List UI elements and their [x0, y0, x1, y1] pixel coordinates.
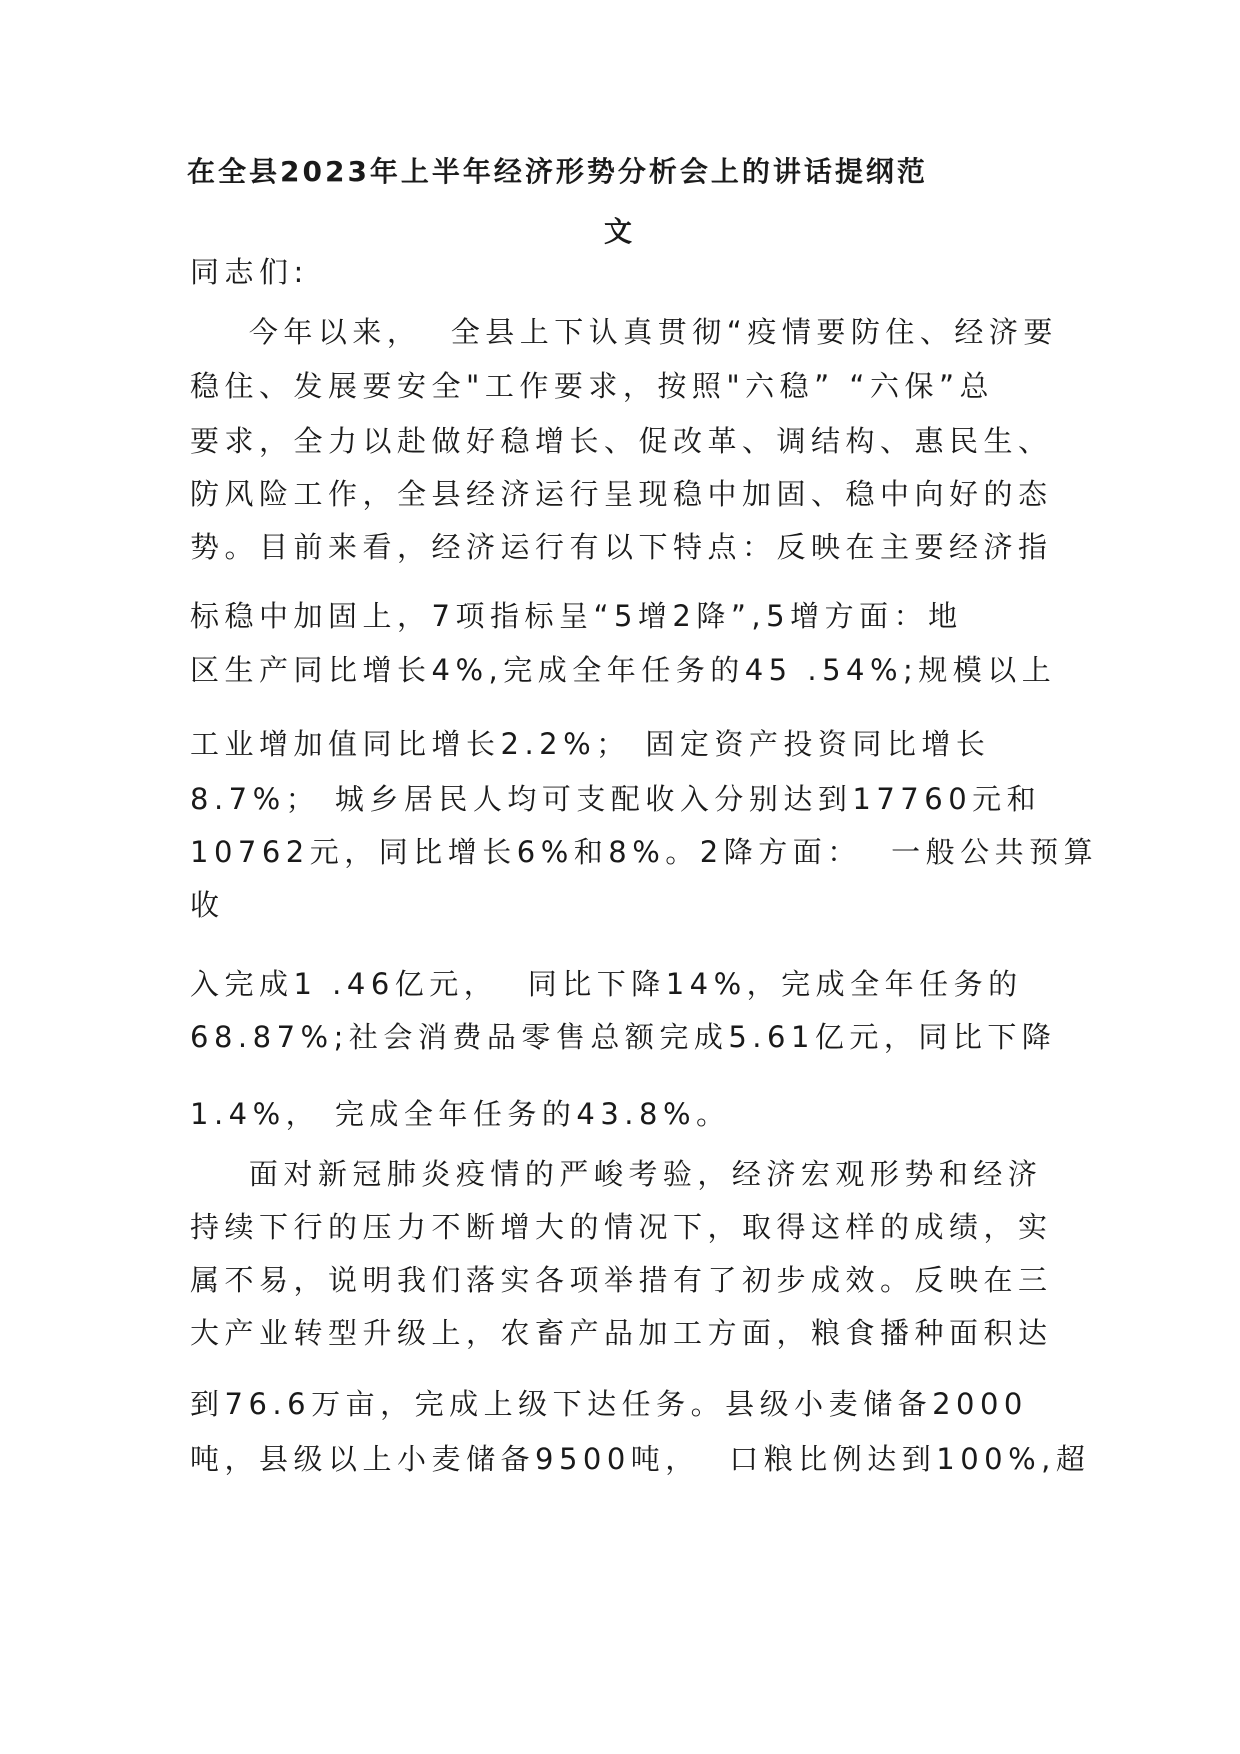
paragraph-line: 防风险工作，全县经济运行呈现稳中加固、稳中向好的态: [190, 477, 1053, 511]
paragraph-line: 属不易，说明我们落实各项举措有了初步成效。反映在三: [190, 1263, 1053, 1297]
salutation: 同志们:: [190, 255, 309, 289]
paragraph-line: 收: [190, 888, 225, 922]
paragraph-line: 吨，县级以上小麦储备9500吨， 口粮比例达到100%,超: [190, 1442, 1091, 1476]
paragraph-line: 10762元，同比增长6%和8%。2降方面： 一般公共预算: [190, 835, 1099, 869]
paragraph-line: 工业增加值同比增长2.2%； 固定资产投资同比增长: [190, 727, 991, 761]
paragraph-line: 8.7%； 城乡居民人均可支配收入分别达到17760元和: [190, 782, 1042, 816]
paragraph-line: 持续下行的压力不断增大的情况下，取得这样的成绩，实: [190, 1210, 1053, 1244]
paragraph-line: 面对新冠肺炎疫情的严峻考验，经济宏观形势和经济: [190, 1157, 1043, 1191]
paragraph-line: 势。目前来看，经济运行有以下特点：反映在主要经济指: [190, 530, 1053, 564]
paragraph-line: 稳住、发展要安全"工作要求，按照"六稳” “六保”总: [190, 369, 994, 403]
paragraph-line: 大产业转型升级上，农畜产品加工方面，粮食播种面积达: [190, 1316, 1053, 1350]
paragraph-line: 今年以来， 全县上下认真贯彻“疫情要防住、经济要: [190, 315, 1058, 349]
paragraph-line: 68.87%;社会消费品零售总额完成5.61亿元，同比下降: [190, 1020, 1057, 1054]
paragraph-line: 区生产同比增长4%,完成全年任务的45 .54%;规模以上: [190, 653, 1057, 687]
paragraph-line: 要求，全力以赴做好稳增长、促改革、调结构、惠民生、: [190, 424, 1053, 458]
paragraph-line: 1.4%， 完成全年任务的43.8%。: [190, 1097, 731, 1131]
document-title-line-1: 在全县2023年上半年经济形势分析会上的讲话提纲范: [187, 155, 928, 188]
paragraph-line: 入完成1 .46亿元， 同比下降14%，完成全年任务的: [190, 967, 1023, 1001]
paragraph-line: 到76.6万亩，完成上级下达任务。县级小麦储备2000: [190, 1387, 1028, 1421]
document-title-line-2: 文: [604, 215, 636, 248]
paragraph-line: 标稳中加固上，7项指标呈“5增2降”,5增方面：地: [190, 599, 963, 633]
